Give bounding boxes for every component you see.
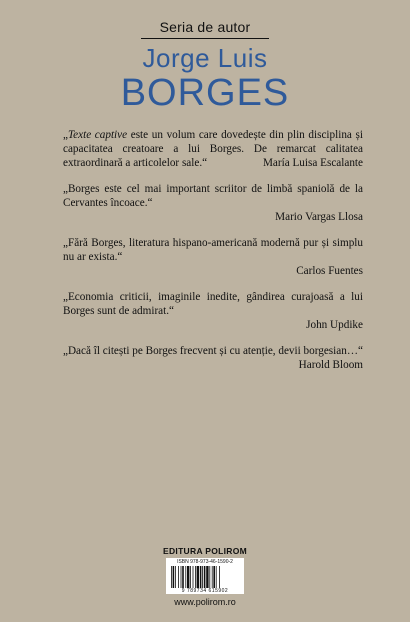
quote-author: John Updike bbox=[306, 319, 363, 331]
series-label: Seria de autor bbox=[159, 19, 251, 35]
quote-author: Carlos Fuentes bbox=[296, 265, 363, 277]
book-title: Texte captive bbox=[67, 129, 128, 141]
barcode-number: 9 789734 615902 bbox=[181, 588, 229, 594]
quote-text: „Borges este cel mai important scriitor de limbă spaniolă de la Cervantes încoace.“ bbox=[63, 183, 363, 209]
publisher-website: www.polirom.ro bbox=[174, 597, 236, 607]
quote-text: „Dacă îl citești pe Borges frecvent și cu atenție, devii borgesian…“ bbox=[63, 345, 363, 357]
quote-author: Mario Vargas Llosa bbox=[275, 211, 363, 223]
barcode-box bbox=[166, 558, 244, 594]
quote-author: María Luisa Escalante bbox=[262, 157, 363, 169]
quote-updike bbox=[63, 290, 363, 332]
barcode-icon bbox=[171, 566, 239, 588]
quote-text: „Economia criticii, imaginile inedite, gândirea curajoasă a lui Borges sunt de admirat.“ bbox=[63, 291, 363, 317]
quote-fuentes bbox=[63, 236, 363, 278]
author-first-name: Jorge Luis bbox=[142, 43, 268, 73]
author-last-name: BORGES bbox=[120, 72, 290, 114]
publisher-name: EDITURA POLIROM bbox=[163, 546, 247, 556]
quote-bloom bbox=[63, 344, 363, 372]
quote-open-mark: „ bbox=[63, 129, 68, 141]
quotes-section bbox=[63, 128, 363, 384]
quote-text-rest: este un volum care dovedește din plin disciplina și capacitatea creatoare a lui Borges. De remarcat calitatea extraordinară a articolelor sale.“ bbox=[63, 129, 363, 169]
quote-text: „Fără Borges, literatura hispano-americană modernă pur și simplu nu ar exista.“ bbox=[63, 237, 363, 263]
quote-author: Harold Bloom bbox=[298, 359, 363, 371]
series-rule bbox=[141, 38, 269, 39]
quote-escalante bbox=[63, 128, 363, 170]
isbn-text: ISBN 978-973-46-1590-2 bbox=[177, 559, 233, 565]
quote-vargas-llosa bbox=[63, 182, 363, 224]
